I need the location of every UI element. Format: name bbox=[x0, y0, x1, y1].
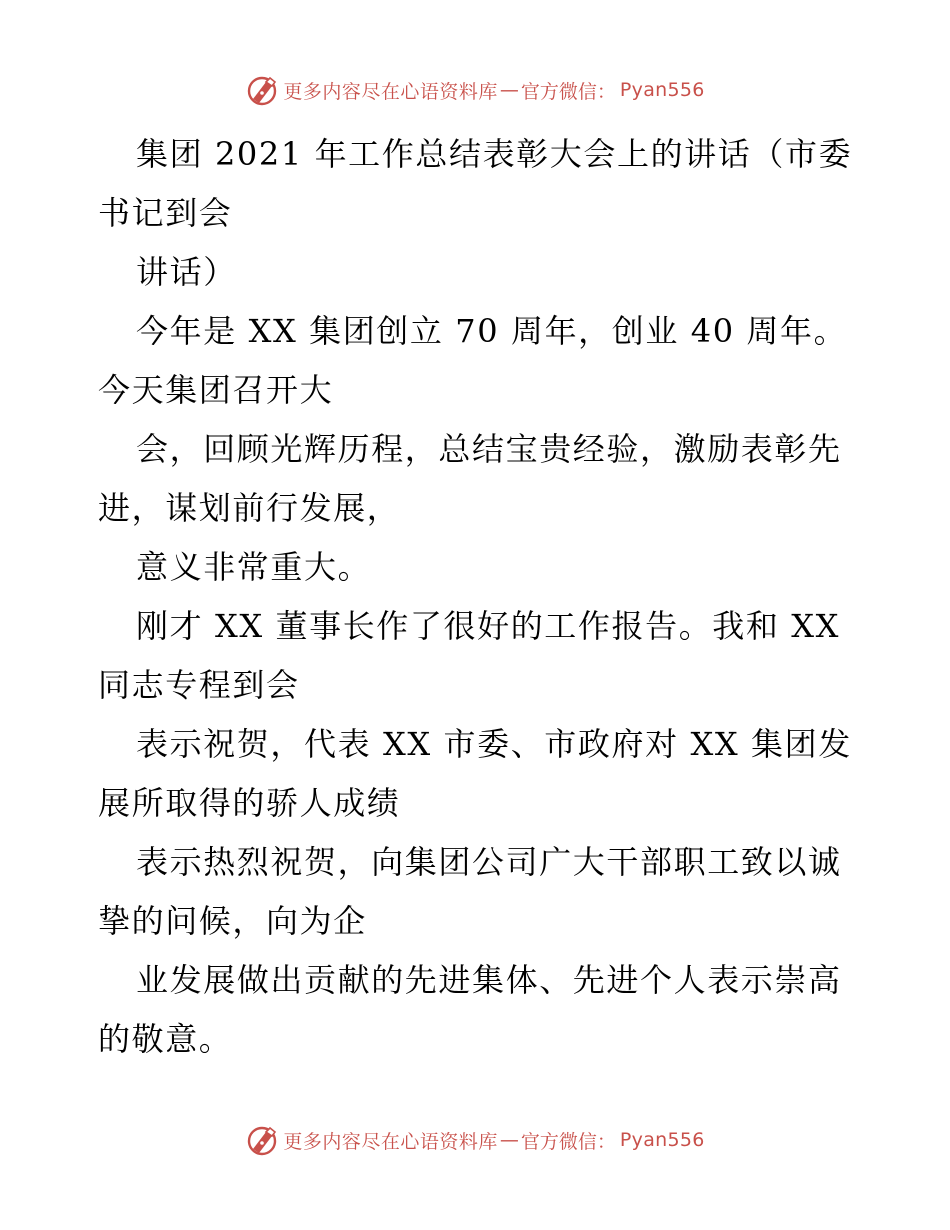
text-line: 今天集团召开大 bbox=[98, 371, 334, 409]
text-line: 业发展做出贡献的先进集体、先进个人表示崇高 bbox=[136, 961, 842, 999]
paragraph-title bbox=[98, 125, 858, 243]
text-line: 同志专程到会 bbox=[98, 666, 300, 704]
pen-nib-logo-icon bbox=[245, 73, 279, 107]
paragraph-respect bbox=[98, 951, 858, 1069]
banner-wechat-id: Pyan556 bbox=[619, 1129, 705, 1151]
banner-separator: — bbox=[499, 79, 519, 101]
banner-colon: ： bbox=[596, 1130, 616, 1153]
banner-label: 官方微信 bbox=[520, 1130, 597, 1153]
text-line: 的敬意。 bbox=[98, 1020, 233, 1058]
text-line: 刚才 XX 董事长作了很好的工作报告。我和 XX bbox=[136, 607, 841, 645]
text-line: 书记到会 bbox=[98, 194, 233, 232]
text-line: 展所取得的骄人成绩 bbox=[98, 784, 401, 822]
banner-text: 更多内容尽在心语资料库 bbox=[283, 1130, 498, 1153]
text-line: 讲话） bbox=[136, 253, 237, 291]
text-line: 今年是 XX 集团创立 70 周年，创业 40 周年。 bbox=[136, 312, 848, 350]
text-line: 表示祝贺，代表 XX 市委、市政府对 XX 集团发 bbox=[136, 725, 852, 763]
paragraph-greetings bbox=[98, 833, 858, 951]
text-line: 挚的问候，向为企 bbox=[98, 902, 367, 940]
banner-colon: ： bbox=[596, 80, 616, 103]
paragraph-title-continued bbox=[98, 243, 858, 302]
text-line: 进，谋划前行发展， bbox=[98, 489, 401, 527]
paragraph-congratulations bbox=[98, 715, 858, 833]
paragraph-meeting bbox=[98, 420, 858, 538]
banner-separator: — bbox=[499, 1129, 519, 1151]
banner-text: 更多内容尽在心语资料库 bbox=[283, 80, 498, 103]
paragraph-significance bbox=[98, 538, 858, 597]
paragraph-intro bbox=[98, 302, 858, 420]
header-banner bbox=[0, 70, 950, 110]
document-body bbox=[98, 125, 858, 1069]
banner-label: 官方微信 bbox=[520, 80, 597, 103]
text-line: 意义非常重大。 bbox=[136, 548, 372, 586]
banner-wechat-id: Pyan556 bbox=[619, 79, 705, 101]
paragraph-report bbox=[98, 597, 858, 715]
pen-nib-logo-icon bbox=[245, 1123, 279, 1157]
footer-banner bbox=[0, 1120, 950, 1160]
text-line: 集团 2021 年工作总结表彰大会上的讲话（市委 bbox=[136, 135, 853, 173]
text-line: 表示热烈祝贺，向集团公司广大干部职工致以诚 bbox=[136, 843, 842, 881]
text-line: 会，回顾光辉历程，总结宝贵经验，激励表彰先 bbox=[136, 430, 842, 468]
